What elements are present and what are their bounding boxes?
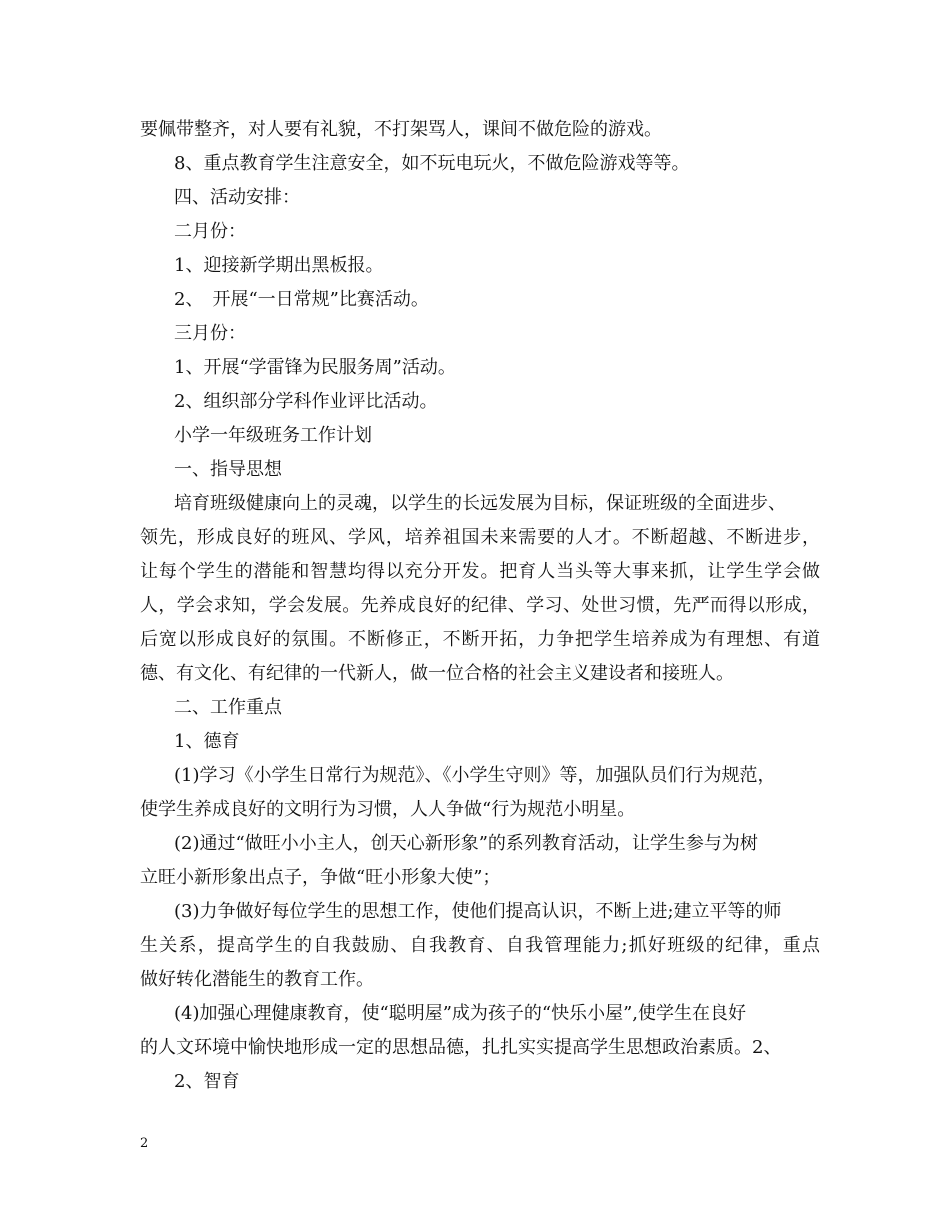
text-line: 做好转化潜能生的教育工作。 bbox=[140, 969, 374, 990]
section-heading: 四、活动安排： bbox=[174, 187, 300, 208]
text-line: 领先，形成良好的班风、学风，培养祖国未来需要的人才。不断超越、不断进步， bbox=[140, 527, 820, 548]
document-title: 小学一年级班务工作计划 bbox=[174, 425, 372, 446]
text-line: 1、迎接新学期出黑板报。 bbox=[174, 255, 384, 276]
text-line: 三月份： bbox=[174, 323, 246, 344]
text-line: (1)学习《小学生日常行为规范》、《小学生守则》等，加强队员们行为规范， bbox=[174, 765, 776, 786]
text-line: 使学生养成良好的文明行为习惯，人人争做“行为规范小明星。 bbox=[140, 799, 636, 820]
text-line: 2、 开展“一日常规”比赛活动。 bbox=[174, 289, 429, 310]
text-line: 德、有文化、有纪律的一代新人，做一位合格的社会主义建设者和接班人。 bbox=[140, 663, 734, 684]
text-line: 生关系，提高学生的自我鼓励、自我教育、自我管理能力;抓好班级的纪律，重点 bbox=[140, 935, 820, 956]
text-line: 二月份： bbox=[174, 221, 246, 242]
text-line: 后宽以形成良好的氛围。不断修正，不断开拓，力争把学生培养成为有理想、有道 bbox=[140, 629, 820, 650]
text-line: (4)加强心理健康教育，使“聪明屋”成为孩子的“快乐小屋”,使学生在良好 bbox=[174, 1003, 747, 1024]
text-line: 2、组织部分学科作业评比活动。 bbox=[174, 391, 438, 412]
text-line: 让每个学生的潜能和智慧均得以充分开发。把育人当头等大事来抓，让学生学会做 bbox=[140, 561, 820, 582]
section-heading: 2、智育 bbox=[174, 1071, 240, 1092]
text-line: 培育班级健康向上的灵魂，以学生的长远发展为目标，保证班级的全面进步、 bbox=[174, 493, 786, 514]
text-line: 的人文环境中愉快地形成一定的思想品德，扎扎实实提高学生思想政治素质。2、 bbox=[140, 1037, 782, 1058]
section-heading: 二、工作重点 bbox=[174, 697, 282, 718]
section-heading: 一、指导思想 bbox=[174, 459, 282, 480]
text-line: (3)力争做好每位学生的思想工作，使他们提高认识，不断上进;建立平等的师 bbox=[174, 901, 782, 922]
text-line: 要佩带整齐，对人要有礼貌，不打架骂人，课间不做危险的游戏。 bbox=[140, 119, 662, 140]
text-line: 立旺小新形象出点子，争做“旺小形象大使”； bbox=[140, 867, 501, 888]
page-number: 2 bbox=[140, 1136, 149, 1151]
text-line: (2)通过“做旺小小主人，创天心新形象”的系列教育活动，让学生参与为树 bbox=[174, 833, 758, 854]
text-line: 人，学会求知，学会发展。先养成良好的纪律、学习、处世习惯，先严而得以形成， bbox=[140, 595, 820, 616]
text-line: 1、开展“学雷锋为民服务周”活动。 bbox=[174, 357, 456, 378]
text-line: 1、德育 bbox=[174, 731, 240, 752]
text-line: 8、重点教育学生注意安全，如不玩电玩火，不做危险游戏等等。 bbox=[174, 153, 690, 174]
